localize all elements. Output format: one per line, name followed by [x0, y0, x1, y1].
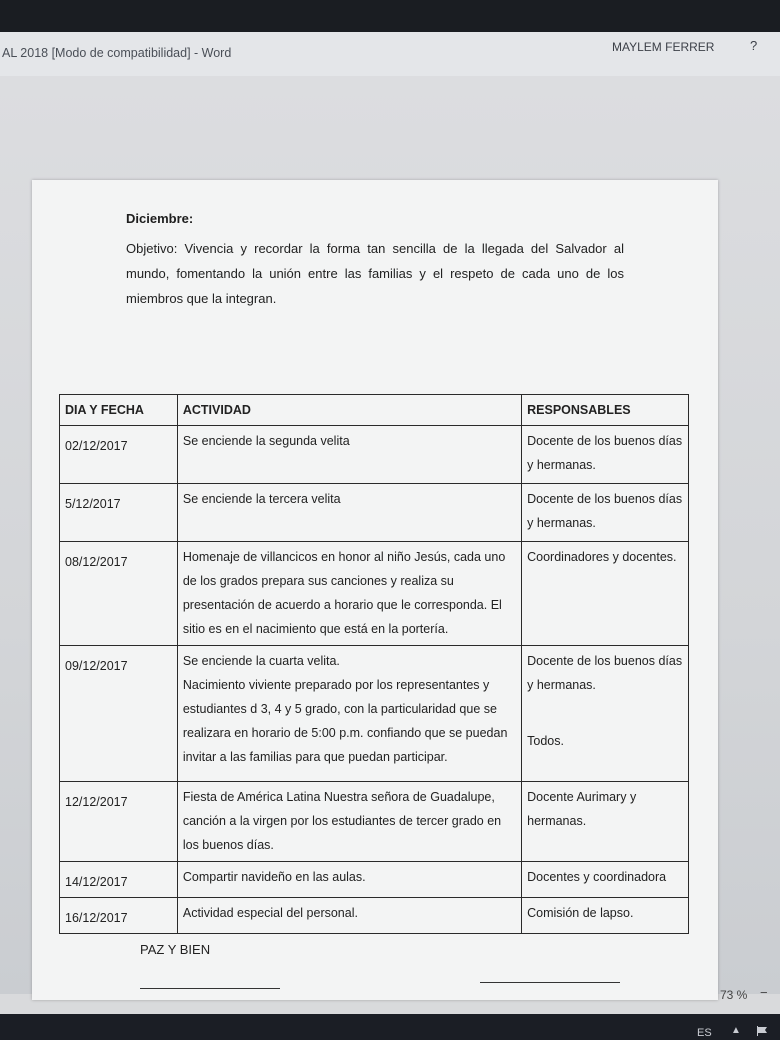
closing-text: PAZ Y BIEN — [140, 942, 211, 957]
table-header-row — [60, 395, 689, 426]
activity-cell — [177, 862, 521, 898]
table-row — [60, 542, 689, 646]
activities-table — [59, 394, 689, 934]
title-bar — [0, 32, 780, 76]
header-date: DIA Y FECHA — [60, 395, 178, 426]
responsible-text: Docente de los buenos días y hermanas. — [527, 434, 683, 472]
document-workspace — [0, 76, 780, 994]
responsible-cell — [522, 862, 689, 898]
activity-cell — [177, 426, 521, 484]
activity-text: Fiesta de América Latina Nuestra señora de Guadalupe, canción a la virgen por los estudiantes de tercer grado en los buenos días. — [182, 790, 502, 852]
responsible-text: Coordinadores y docentes. — [527, 550, 677, 564]
language-indicator[interactable]: ES — [697, 1027, 712, 1039]
signature-line-left — [140, 988, 280, 989]
date-cell: 02/12/2017 — [60, 426, 178, 484]
zoom-out-button[interactable]: − — [760, 985, 768, 1000]
activity-cell — [177, 898, 521, 934]
table-row — [60, 898, 689, 934]
date-cell: 14/12/2017 — [60, 862, 178, 898]
signature-line-right — [480, 982, 620, 983]
responsible-text-secondary: Todos. — [527, 734, 564, 748]
user-account-name[interactable]: MAYLEM FERRER — [612, 40, 715, 54]
activity-text-secondary: Nacimiento viviente preparado por los representantes y estudiantes d 3, 4 y 5 grado, con la particularidad que se realizara en horario de 5:00 p.m. confiando que se puedan invitar a las familias para que puedan participar. — [182, 678, 508, 764]
table-row — [60, 426, 689, 484]
responsible-cell — [522, 898, 689, 934]
responsible-cell — [522, 426, 689, 484]
table-row — [60, 782, 689, 862]
activity-text: Se enciende la cuarta velita. — [182, 654, 340, 668]
activity-cell — [177, 646, 521, 782]
table-row — [60, 646, 689, 782]
responsible-text: Docente Aurimary y hermanas. — [527, 790, 637, 828]
date-cell: 5/12/2017 — [60, 484, 178, 542]
date-cell: 08/12/2017 — [60, 542, 178, 646]
activity-text: Actividad especial del personal. — [182, 906, 358, 920]
table-row — [60, 484, 689, 542]
header-activity: ACTIVIDAD — [177, 395, 521, 426]
document-title: AL 2018 [Modo de compatibilidad] - Word — [2, 46, 232, 60]
date-cell: 12/12/2017 — [60, 782, 178, 862]
responsible-text: Docentes y coordinadora — [527, 870, 667, 884]
month-heading: Diciembre: — [126, 211, 194, 226]
responsible-text: Docente de los buenos días y hermanas. — [527, 492, 683, 530]
top-dark-bar — [0, 0, 780, 32]
activity-text: Se enciende la tercera velita — [182, 492, 341, 506]
responsible-cell — [522, 646, 689, 782]
date-cell: 09/12/2017 — [60, 646, 178, 782]
activity-cell — [177, 484, 521, 542]
activity-cell — [177, 782, 521, 862]
date-cell: 16/12/2017 — [60, 898, 178, 934]
responsible-text: Docente de los buenos días y hermanas. — [527, 654, 683, 692]
activity-text: Homenaje de villancicos en honor al niño Jesús, cada uno de los grados prepara sus canciones y realiza su presentación de acuerdo a horario que le corresponda. El sitio es en el nacimiento que está en la portería. — [182, 550, 506, 636]
table-row — [60, 862, 689, 898]
responsible-cell — [522, 782, 689, 862]
zoom-level-indicator[interactable]: 73 % — [720, 988, 748, 1002]
activity-text: Se enciende la segunda velita — [182, 434, 350, 448]
chevron-up-icon[interactable]: ▲ — [731, 1025, 741, 1036]
objective-paragraph: Objetivo: Vivencia y recordar la forma tan sencilla de la llegada del Salvador al mundo, fomentando la unión entre las familias y el respeto de cada uno de los miembros que la integran. — [126, 241, 624, 306]
header-responsibles: RESPONSABLES — [522, 395, 689, 426]
help-button[interactable]: ? — [750, 38, 758, 53]
action-center-flag-icon[interactable] — [756, 1026, 768, 1036]
taskbar — [0, 1014, 780, 1040]
responsible-cell — [522, 542, 689, 646]
document-page[interactable] — [32, 180, 718, 1000]
activity-cell — [177, 542, 521, 646]
activity-text: Compartir navideño en las aulas. — [182, 870, 366, 884]
responsible-text: Comisión de lapso. — [527, 906, 634, 920]
responsible-cell — [522, 484, 689, 542]
